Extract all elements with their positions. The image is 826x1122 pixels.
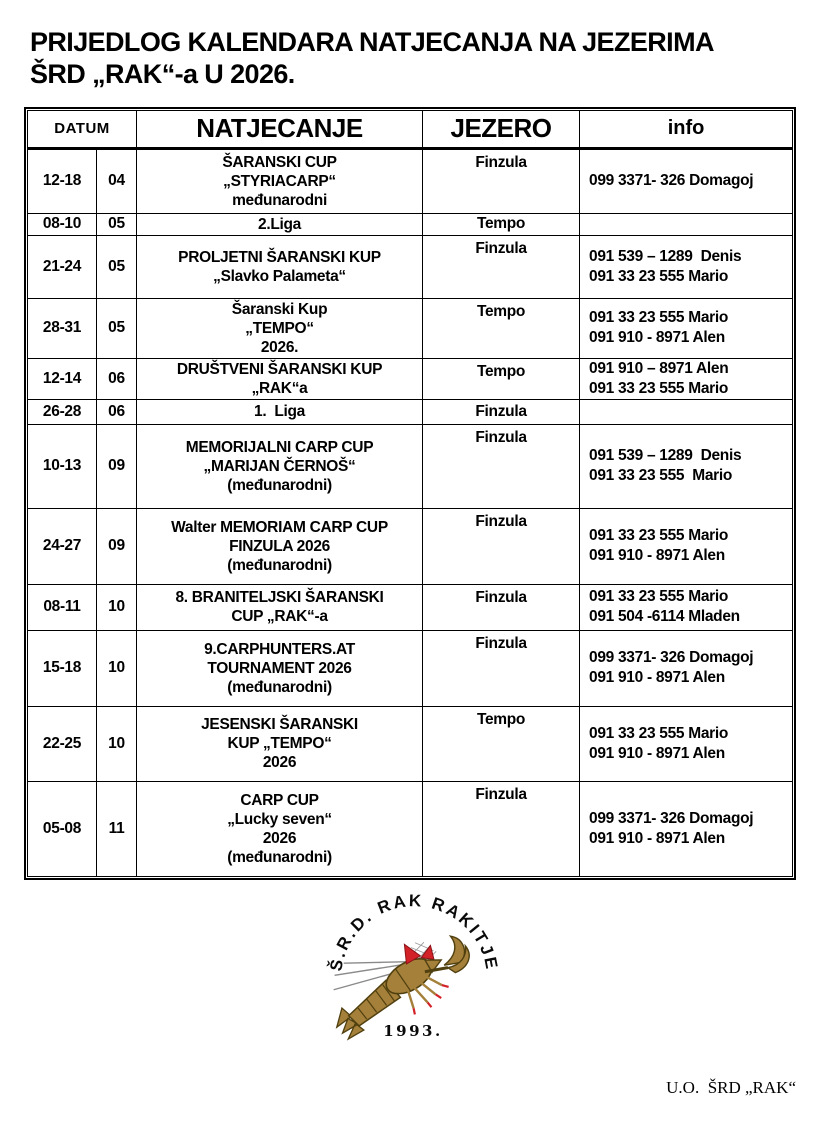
competition-line: „Slavko Palameta“ xyxy=(213,267,346,285)
datum-month-cell: 10 xyxy=(97,584,137,630)
contacts-cell xyxy=(580,781,793,876)
lake-cell: Finzula xyxy=(423,399,580,424)
title-line-2: ŠRD „RAK“-a U 2026. xyxy=(30,59,295,90)
competition-line: DRUŠTVENI ŠARANSKI KUP xyxy=(176,360,383,378)
table-row xyxy=(28,706,793,781)
contact-line: 091 33 23 555 Mario xyxy=(589,588,729,606)
column-header-natjecanje: NATJECANJE xyxy=(137,110,423,148)
competition-table xyxy=(27,110,793,877)
table-row xyxy=(28,399,793,424)
contacts-cell xyxy=(580,424,793,508)
lake-cell: Finzula xyxy=(423,424,580,508)
lake-cell: Finzula xyxy=(423,235,580,298)
competition-cell xyxy=(137,508,423,584)
competition-line: „MARIJAN ČERNOŠ“ xyxy=(203,457,356,475)
lake-cell: Finzula xyxy=(423,148,580,213)
datum-month-cell: 04 xyxy=(97,148,137,213)
competition-cell xyxy=(137,584,423,630)
competition-table-frame xyxy=(24,107,796,880)
table-row xyxy=(28,424,793,508)
datum-dates-cell: 24-27 xyxy=(28,508,97,584)
contact-line: 091 910 - 8971 Alen xyxy=(589,547,725,565)
datum-month-cell: 06 xyxy=(97,358,137,399)
datum-dates-cell: 21-24 xyxy=(28,235,97,298)
contacts-cell xyxy=(580,298,793,358)
datum-dates-cell: 08-11 xyxy=(28,584,97,630)
datum-dates-cell: 28-31 xyxy=(28,298,97,358)
datum-month-cell: 11 xyxy=(97,781,137,876)
table-row xyxy=(28,630,793,706)
table-row xyxy=(28,213,793,235)
competition-line: Šaranski Kup xyxy=(231,300,328,318)
contacts-cell xyxy=(580,508,793,584)
table-row xyxy=(28,235,793,298)
contact-line: 099 3371- 326 Domagoj xyxy=(589,809,754,827)
competition-line: (međunarodni) xyxy=(227,678,332,696)
logo-arc-text: Š.R.D. RAK RAKITJE xyxy=(325,891,502,973)
competition-line: Walter MEMORIAM CARP CUP xyxy=(171,518,388,536)
competition-line: CARP CUP xyxy=(240,791,319,809)
competition-line: (međunarodni) xyxy=(227,848,332,866)
datum-dates-cell: 08-10 xyxy=(28,213,97,235)
contacts-cell xyxy=(580,630,793,706)
datum-month-cell: 05 xyxy=(97,213,137,235)
competition-line: 2026 xyxy=(262,829,297,847)
lake-cell: Tempo xyxy=(423,358,580,399)
lake-cell: Tempo xyxy=(423,213,580,235)
competition-line: „TEMPO“ xyxy=(245,319,314,337)
competition-line: MEMORIJALNI CARP CUP xyxy=(185,438,374,456)
datum-dates-cell: 26-28 xyxy=(28,399,97,424)
lake-cell: Tempo xyxy=(423,706,580,781)
contacts-cell xyxy=(580,213,793,235)
contact-line: 091 33 23 555 Mario xyxy=(589,379,729,397)
logo-year: 1993. xyxy=(382,1021,443,1040)
lake-cell: Finzula xyxy=(423,508,580,584)
datum-dates-cell: 05-08 xyxy=(28,781,97,876)
competition-line: „Lucky seven“ xyxy=(227,810,332,828)
datum-dates-cell: 12-14 xyxy=(28,358,97,399)
datum-month-cell: 05 xyxy=(97,298,137,358)
datum-dates-cell: 10-13 xyxy=(28,424,97,508)
contacts-cell xyxy=(580,706,793,781)
datum-month-cell: 09 xyxy=(97,508,137,584)
contact-line: 091 910 - 8971 Alen xyxy=(589,829,725,847)
datum-month-cell: 10 xyxy=(97,630,137,706)
contacts-cell xyxy=(580,399,793,424)
table-header-row xyxy=(28,110,793,148)
table-row xyxy=(28,148,793,213)
column-header-info: info xyxy=(580,110,793,148)
competition-cell xyxy=(137,213,423,235)
club-logo xyxy=(0,892,826,1052)
contacts-cell xyxy=(580,148,793,213)
competition-line: (međunarodni) xyxy=(227,476,332,494)
competition-line: međunarodni xyxy=(232,191,327,209)
lake-cell: Finzula xyxy=(423,584,580,630)
contact-line: 091 539 – 1289 Denis xyxy=(589,447,742,465)
competition-line: 2026 xyxy=(262,754,297,772)
contacts-cell xyxy=(580,358,793,399)
competition-line: 9.CARPHUNTERS.AT xyxy=(204,640,355,658)
column-header-datum: DATUM xyxy=(28,110,137,148)
competition-cell xyxy=(137,298,423,358)
crayfish-logo-graphic xyxy=(306,892,521,1047)
lake-cell: Finzula xyxy=(423,781,580,876)
lake-cell: Finzula xyxy=(423,630,580,706)
contact-line: 099 3371- 326 Domagoj xyxy=(589,649,754,667)
competition-cell xyxy=(137,399,423,424)
competition-cell xyxy=(137,235,423,298)
contact-line: 091 33 23 555 Mario xyxy=(589,467,733,485)
competition-line: „RAK“a xyxy=(251,379,308,397)
contact-line: 099 3371- 326 Domagoj xyxy=(589,172,754,190)
competition-line: FINZULA 2026 xyxy=(229,537,330,555)
competition-line: CUP „RAK“-a xyxy=(231,608,328,626)
contact-line: 091 504 -6114 Mladen xyxy=(589,608,740,626)
contact-line: 091 33 23 555 Mario xyxy=(589,267,729,285)
contact-line: 091 33 23 555 Mario xyxy=(589,724,729,742)
competition-line: KUP „TEMPO“ xyxy=(227,735,332,753)
competition-line: 1. Liga xyxy=(254,403,306,421)
document-page xyxy=(0,26,826,1122)
datum-month-cell: 09 xyxy=(97,424,137,508)
contact-line: 091 910 - 8971 Alen xyxy=(589,744,725,762)
competition-line: (međunarodni) xyxy=(227,556,332,574)
table-row xyxy=(28,358,793,399)
table-row xyxy=(28,781,793,876)
contact-line: 091 33 23 555 Mario xyxy=(589,527,729,545)
table-row xyxy=(28,508,793,584)
competition-line: 2.Liga xyxy=(258,215,302,233)
competition-cell xyxy=(137,706,423,781)
competition-cell xyxy=(137,424,423,508)
competition-line: 2026. xyxy=(260,338,299,356)
competition-cell xyxy=(137,148,423,213)
contact-line: 091 910 - 8971 Alen xyxy=(589,669,725,687)
competition-line: ŠARANSKI CUP xyxy=(222,153,337,171)
title-line-1: PRIJEDLOG KALENDARA NATJECANJA NA JEZERIMA xyxy=(30,27,714,57)
competition-line: „STYRIACARP“ xyxy=(223,172,336,190)
signature: U.O. ŠRD „RAK“ xyxy=(666,1078,796,1097)
competition-line: JESENSKI ŠARANSKI xyxy=(201,716,358,734)
table-row xyxy=(28,584,793,630)
table-row xyxy=(28,298,793,358)
contacts-cell xyxy=(580,235,793,298)
datum-dates-cell: 15-18 xyxy=(28,630,97,706)
datum-month-cell: 06 xyxy=(97,399,137,424)
column-header-jezero: JEZERO xyxy=(423,110,580,148)
competition-line: 8. BRANITELJSKI ŠARANSKI xyxy=(175,589,384,607)
contacts-cell xyxy=(580,584,793,630)
competition-cell xyxy=(137,781,423,876)
competition-cell xyxy=(137,630,423,706)
lake-cell: Tempo xyxy=(423,298,580,358)
datum-dates-cell: 12-18 xyxy=(28,148,97,213)
competition-line: TOURNAMENT 2026 xyxy=(207,659,352,677)
datum-month-cell: 05 xyxy=(97,235,137,298)
contact-line: 091 910 - 8971 Alen xyxy=(589,329,725,347)
competition-line: PROLJETNI ŠARANSKI KUP xyxy=(178,248,381,266)
datum-month-cell: 10 xyxy=(97,706,137,781)
contact-line: 091 539 – 1289 Denis xyxy=(589,247,742,265)
competition-cell xyxy=(137,358,423,399)
datum-dates-cell: 22-25 xyxy=(28,706,97,781)
contact-line: 091 33 23 555 Mario xyxy=(589,309,729,327)
contact-line: 091 910 – 8971 Alen xyxy=(589,359,729,377)
page-title xyxy=(30,26,798,91)
